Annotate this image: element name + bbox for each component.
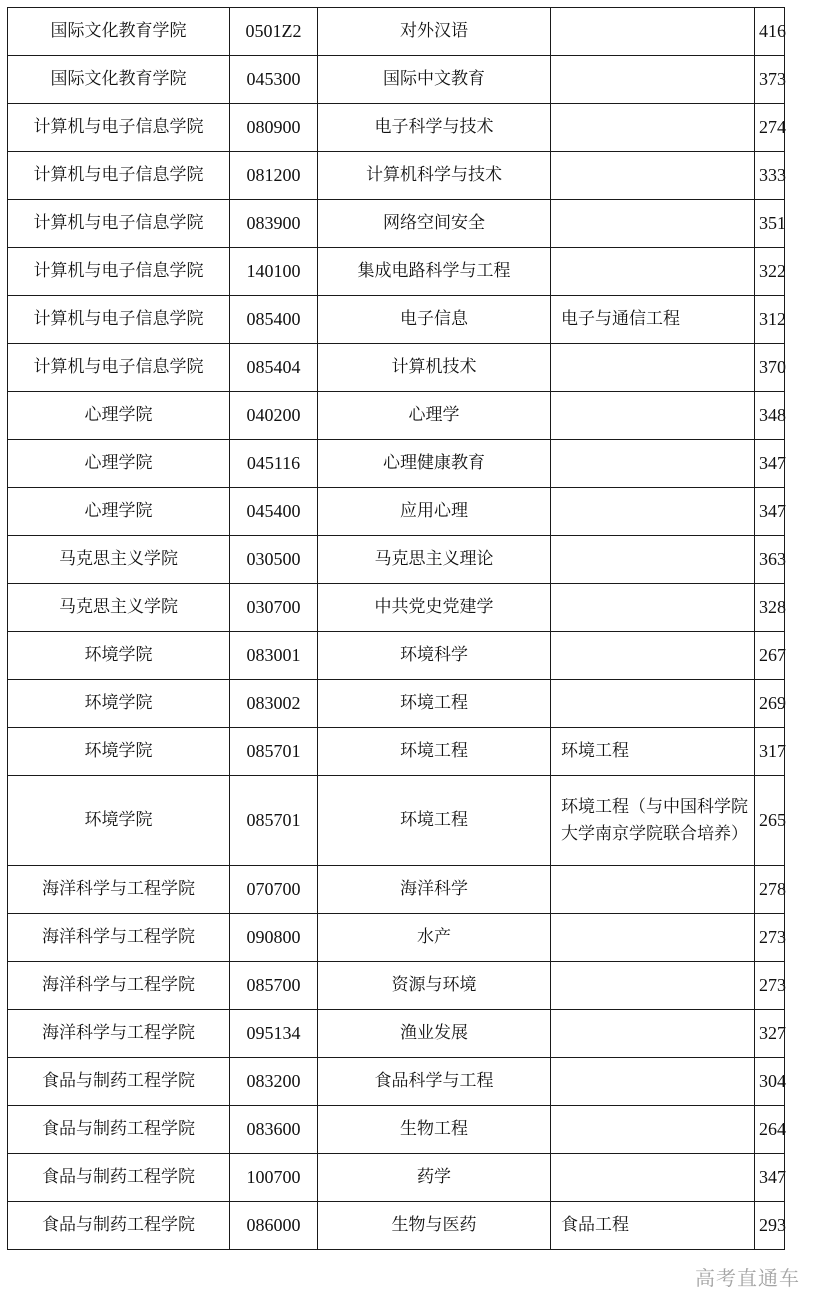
college-cell: 马克思主义学院 (8, 584, 230, 632)
direction-cell (551, 632, 755, 680)
score-cell: 269 (755, 680, 785, 728)
major-name-cell: 电子信息 (318, 296, 551, 344)
direction-cell (551, 200, 755, 248)
college-cell: 国际文化教育学院 (8, 8, 230, 56)
major-code-cell: 081200 (230, 152, 318, 200)
table-row (8, 962, 785, 1010)
table-row (8, 680, 785, 728)
college-cell: 计算机与电子信息学院 (8, 344, 230, 392)
score-cell: 273 (755, 962, 785, 1010)
direction-cell (551, 344, 755, 392)
major-code-cell: 040200 (230, 392, 318, 440)
major-code-cell: 100700 (230, 1154, 318, 1202)
table-row (8, 56, 785, 104)
major-code-cell: 080900 (230, 104, 318, 152)
direction-cell (551, 104, 755, 152)
major-code-cell: 045300 (230, 56, 318, 104)
major-name-cell: 环境工程 (318, 680, 551, 728)
table-row (8, 776, 785, 866)
score-cell: 328 (755, 584, 785, 632)
college-cell: 心理学院 (8, 440, 230, 488)
table-row (8, 914, 785, 962)
major-name-cell: 水产 (318, 914, 551, 962)
major-code-cell: 083900 (230, 200, 318, 248)
major-name-cell: 心理学 (318, 392, 551, 440)
major-name-cell: 心理健康教育 (318, 440, 551, 488)
direction-cell: 环境工程（与中国科学院大学南京学院联合培养） (551, 776, 755, 866)
major-name-cell: 集成电路科学与工程 (318, 248, 551, 296)
table-row (8, 104, 785, 152)
direction-cell (551, 56, 755, 104)
table-row (8, 1202, 785, 1250)
major-code-cell: 083200 (230, 1058, 318, 1106)
score-cell: 264 (755, 1106, 785, 1154)
major-name-cell: 生物工程 (318, 1106, 551, 1154)
direction-cell (551, 440, 755, 488)
direction-cell (551, 8, 755, 56)
major-code-cell: 083001 (230, 632, 318, 680)
direction-cell (551, 488, 755, 536)
table-row (8, 728, 785, 776)
major-code-cell: 0501Z2 (230, 8, 318, 56)
table-row (8, 8, 785, 56)
major-code-cell: 140100 (230, 248, 318, 296)
major-name-cell: 马克思主义理论 (318, 536, 551, 584)
score-cell: 267 (755, 632, 785, 680)
table-row (8, 632, 785, 680)
table-row (8, 344, 785, 392)
major-code-cell: 045400 (230, 488, 318, 536)
major-name-cell: 计算机技术 (318, 344, 551, 392)
college-cell: 马克思主义学院 (8, 536, 230, 584)
score-cell: 317 (755, 728, 785, 776)
table-row (8, 866, 785, 914)
college-cell: 食品与制药工程学院 (8, 1154, 230, 1202)
major-name-cell: 网络空间安全 (318, 200, 551, 248)
major-name-cell: 中共党史党建学 (318, 584, 551, 632)
college-cell: 食品与制药工程学院 (8, 1106, 230, 1154)
college-cell: 心理学院 (8, 488, 230, 536)
major-code-cell: 085700 (230, 962, 318, 1010)
score-cell: 347 (755, 440, 785, 488)
college-cell: 环境学院 (8, 680, 230, 728)
college-cell: 食品与制药工程学院 (8, 1202, 230, 1250)
score-cell: 265 (755, 776, 785, 866)
score-cell: 278 (755, 866, 785, 914)
major-code-cell: 083002 (230, 680, 318, 728)
college-cell: 海洋科学与工程学院 (8, 962, 230, 1010)
college-cell: 计算机与电子信息学院 (8, 152, 230, 200)
major-name-cell: 环境工程 (318, 776, 551, 866)
direction-cell (551, 1058, 755, 1106)
direction-cell (551, 680, 755, 728)
table-row (8, 1058, 785, 1106)
table-row (8, 440, 785, 488)
table-row (8, 1106, 785, 1154)
major-name-cell: 资源与环境 (318, 962, 551, 1010)
score-cell: 416 (755, 8, 785, 56)
major-name-cell: 药学 (318, 1154, 551, 1202)
major-code-cell: 030500 (230, 536, 318, 584)
direction-cell (551, 536, 755, 584)
score-cell: 373 (755, 56, 785, 104)
college-cell: 海洋科学与工程学院 (8, 1010, 230, 1058)
major-name-cell: 电子科学与技术 (318, 104, 551, 152)
direction-cell (551, 914, 755, 962)
college-cell: 食品与制药工程学院 (8, 1058, 230, 1106)
table-body (8, 8, 785, 1250)
college-cell: 计算机与电子信息学院 (8, 104, 230, 152)
table-row (8, 152, 785, 200)
score-cell: 333 (755, 152, 785, 200)
direction-cell (551, 1154, 755, 1202)
direction-cell (551, 1106, 755, 1154)
table-row (8, 200, 785, 248)
major-code-cell: 090800 (230, 914, 318, 962)
major-name-cell: 海洋科学 (318, 866, 551, 914)
direction-cell (551, 866, 755, 914)
college-cell: 计算机与电子信息学院 (8, 200, 230, 248)
major-code-cell: 083600 (230, 1106, 318, 1154)
college-cell: 海洋科学与工程学院 (8, 914, 230, 962)
score-cell: 304 (755, 1058, 785, 1106)
watermark-text: 高考直通车 (695, 1266, 800, 1290)
score-cell: 274 (755, 104, 785, 152)
major-name-cell: 环境科学 (318, 632, 551, 680)
score-cell: 322 (755, 248, 785, 296)
college-cell: 环境学院 (8, 632, 230, 680)
major-code-cell: 085701 (230, 728, 318, 776)
score-cell: 347 (755, 1154, 785, 1202)
college-cell: 国际文化教育学院 (8, 56, 230, 104)
major-code-cell: 085400 (230, 296, 318, 344)
direction-cell (551, 962, 755, 1010)
score-cell: 351 (755, 200, 785, 248)
table-row (8, 296, 785, 344)
table-row (8, 536, 785, 584)
direction-cell: 环境工程 (551, 728, 755, 776)
major-code-cell: 030700 (230, 584, 318, 632)
major-code-cell: 095134 (230, 1010, 318, 1058)
direction-cell: 食品工程 (551, 1202, 755, 1250)
major-code-cell: 045116 (230, 440, 318, 488)
college-cell: 心理学院 (8, 392, 230, 440)
major-name-cell: 国际中文教育 (318, 56, 551, 104)
table-row (8, 1154, 785, 1202)
major-code-cell: 085404 (230, 344, 318, 392)
score-cell: 327 (755, 1010, 785, 1058)
major-name-cell: 渔业发展 (318, 1010, 551, 1058)
table-row (8, 1010, 785, 1058)
direction-cell (551, 152, 755, 200)
score-cell: 370 (755, 344, 785, 392)
major-name-cell: 食品科学与工程 (318, 1058, 551, 1106)
major-code-cell: 070700 (230, 866, 318, 914)
direction-cell (551, 392, 755, 440)
college-cell: 计算机与电子信息学院 (8, 296, 230, 344)
major-name-cell: 计算机科学与技术 (318, 152, 551, 200)
major-code-cell: 085701 (230, 776, 318, 866)
table-row (8, 584, 785, 632)
direction-cell (551, 248, 755, 296)
direction-cell: 电子与通信工程 (551, 296, 755, 344)
score-cell: 347 (755, 488, 785, 536)
table-row (8, 488, 785, 536)
score-cell: 363 (755, 536, 785, 584)
college-cell: 计算机与电子信息学院 (8, 248, 230, 296)
major-name-cell: 环境工程 (318, 728, 551, 776)
major-name-cell: 应用心理 (318, 488, 551, 536)
score-cell: 273 (755, 914, 785, 962)
college-cell: 环境学院 (8, 776, 230, 866)
score-cell: 293 (755, 1202, 785, 1250)
table-row (8, 248, 785, 296)
major-code-cell: 086000 (230, 1202, 318, 1250)
direction-cell (551, 1010, 755, 1058)
score-table (7, 7, 785, 1250)
major-name-cell: 生物与医药 (318, 1202, 551, 1250)
score-cell: 312 (755, 296, 785, 344)
direction-cell (551, 584, 755, 632)
college-cell: 环境学院 (8, 728, 230, 776)
college-cell: 海洋科学与工程学院 (8, 866, 230, 914)
table-row (8, 392, 785, 440)
major-name-cell: 对外汉语 (318, 8, 551, 56)
score-cell: 348 (755, 392, 785, 440)
